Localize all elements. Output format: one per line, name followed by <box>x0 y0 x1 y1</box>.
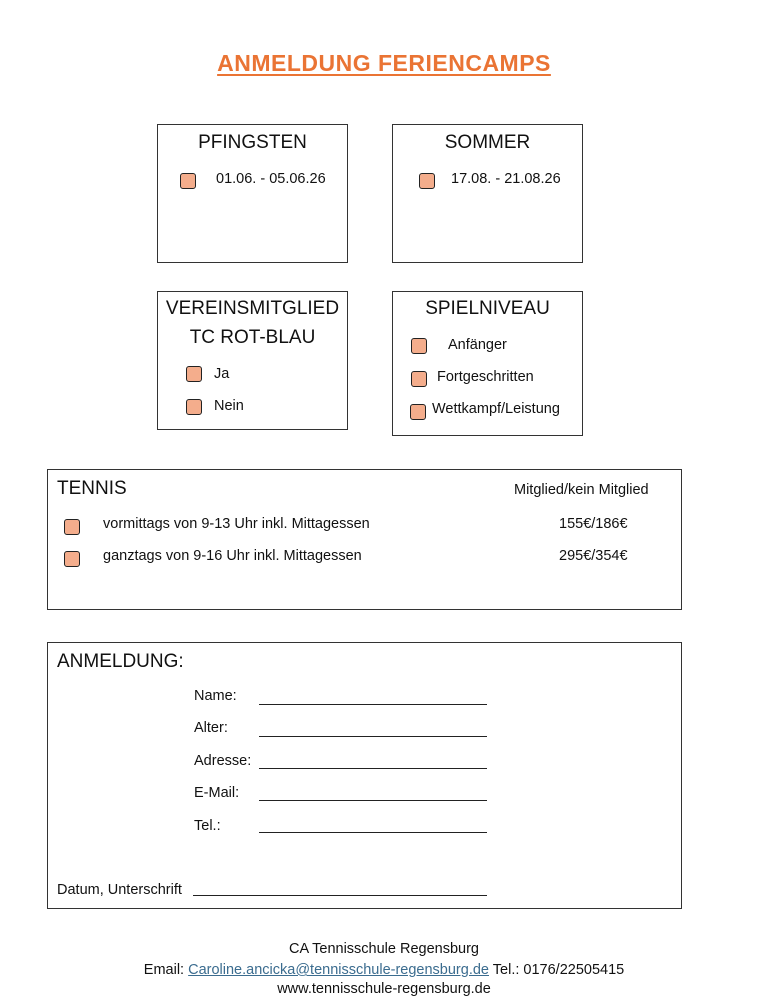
tennis-morning-price: 155€/186€ <box>559 516 628 532</box>
footer-school: CA Tennisschule Regensburg <box>289 941 479 957</box>
tennis-morning-checkbox[interactable] <box>64 519 80 535</box>
signature-input-line[interactable] <box>193 895 487 896</box>
pfingsten-box <box>157 124 348 263</box>
name-input-line[interactable] <box>259 704 487 705</box>
sommer-dates: 17.08. - 21.08.26 <box>451 171 561 187</box>
vereinsmitglied-box <box>157 291 348 430</box>
tennis-title: TENNIS <box>57 478 127 499</box>
registration-box <box>47 642 682 909</box>
sommer-box <box>392 124 583 263</box>
address-input-line[interactable] <box>259 768 487 769</box>
age-input-line[interactable] <box>259 736 487 737</box>
tennis-fullday-label: ganztags von 9-16 Uhr inkl. Mittagessen <box>103 548 362 564</box>
footer-contact-line <box>0 962 768 978</box>
tennis-box <box>47 469 682 610</box>
spielniveau-box <box>392 291 583 436</box>
footer-email-prefix: Email: <box>143 962 185 978</box>
registration-title: ANMELDUNG: <box>57 651 184 672</box>
footer-email-link[interactable]: Caroline.ancicka@tennisschule-regensburg.de <box>188 962 489 978</box>
pfingsten-dates: 01.06. - 05.06.26 <box>216 171 326 187</box>
tennis-fullday-checkbox[interactable] <box>64 551 80 567</box>
signature-label: Datum, Unterschrift <box>57 882 182 898</box>
level-beginner-checkbox[interactable] <box>411 338 427 354</box>
email-label: E-Mail: <box>194 785 240 801</box>
pfingsten-checkbox[interactable] <box>180 173 196 189</box>
sommer-title: SOMMER <box>444 132 531 153</box>
level-beginner-label: Anfänger <box>448 337 507 353</box>
level-competition-label: Wettkampf/Leistung <box>432 401 560 417</box>
address-label: Adresse: <box>194 753 252 769</box>
verein-yes-checkbox[interactable] <box>186 366 202 382</box>
page-title: ANMELDUNG FERIENCAMPS <box>217 50 551 76</box>
vereinsmitglied-title-line2: TC ROT-BLAU <box>189 327 316 348</box>
phone-input-line[interactable] <box>259 832 487 833</box>
sommer-checkbox[interactable] <box>419 173 435 189</box>
footer-phone: Tel.: 0176/22505415 <box>492 962 625 978</box>
vereinsmitglied-title-line1: VEREINSMITGLIED <box>165 298 340 319</box>
footer-website: www.tennisschule-regensburg.de <box>277 981 491 997</box>
verein-yes-label: Ja <box>214 366 230 382</box>
level-advanced-label: Fortgeschritten <box>437 369 534 385</box>
age-label: Alter: <box>194 720 228 736</box>
email-input-line[interactable] <box>259 800 487 801</box>
tennis-morning-label: vormittags von 9-13 Uhr inkl. Mittagessen <box>103 516 370 532</box>
level-competition-checkbox[interactable] <box>410 404 426 420</box>
phone-label: Tel.: <box>194 818 221 834</box>
name-label: Name: <box>194 688 237 704</box>
tennis-price-header: Mitglied/kein Mitglied <box>514 482 649 498</box>
spielniveau-title: SPIELNIVEAU <box>425 298 550 319</box>
verein-no-label: Nein <box>214 398 244 414</box>
pfingsten-title: PFINGSTEN <box>198 132 307 153</box>
level-advanced-checkbox[interactable] <box>411 371 427 387</box>
verein-no-checkbox[interactable] <box>186 399 202 415</box>
tennis-fullday-price: 295€/354€ <box>559 548 628 564</box>
